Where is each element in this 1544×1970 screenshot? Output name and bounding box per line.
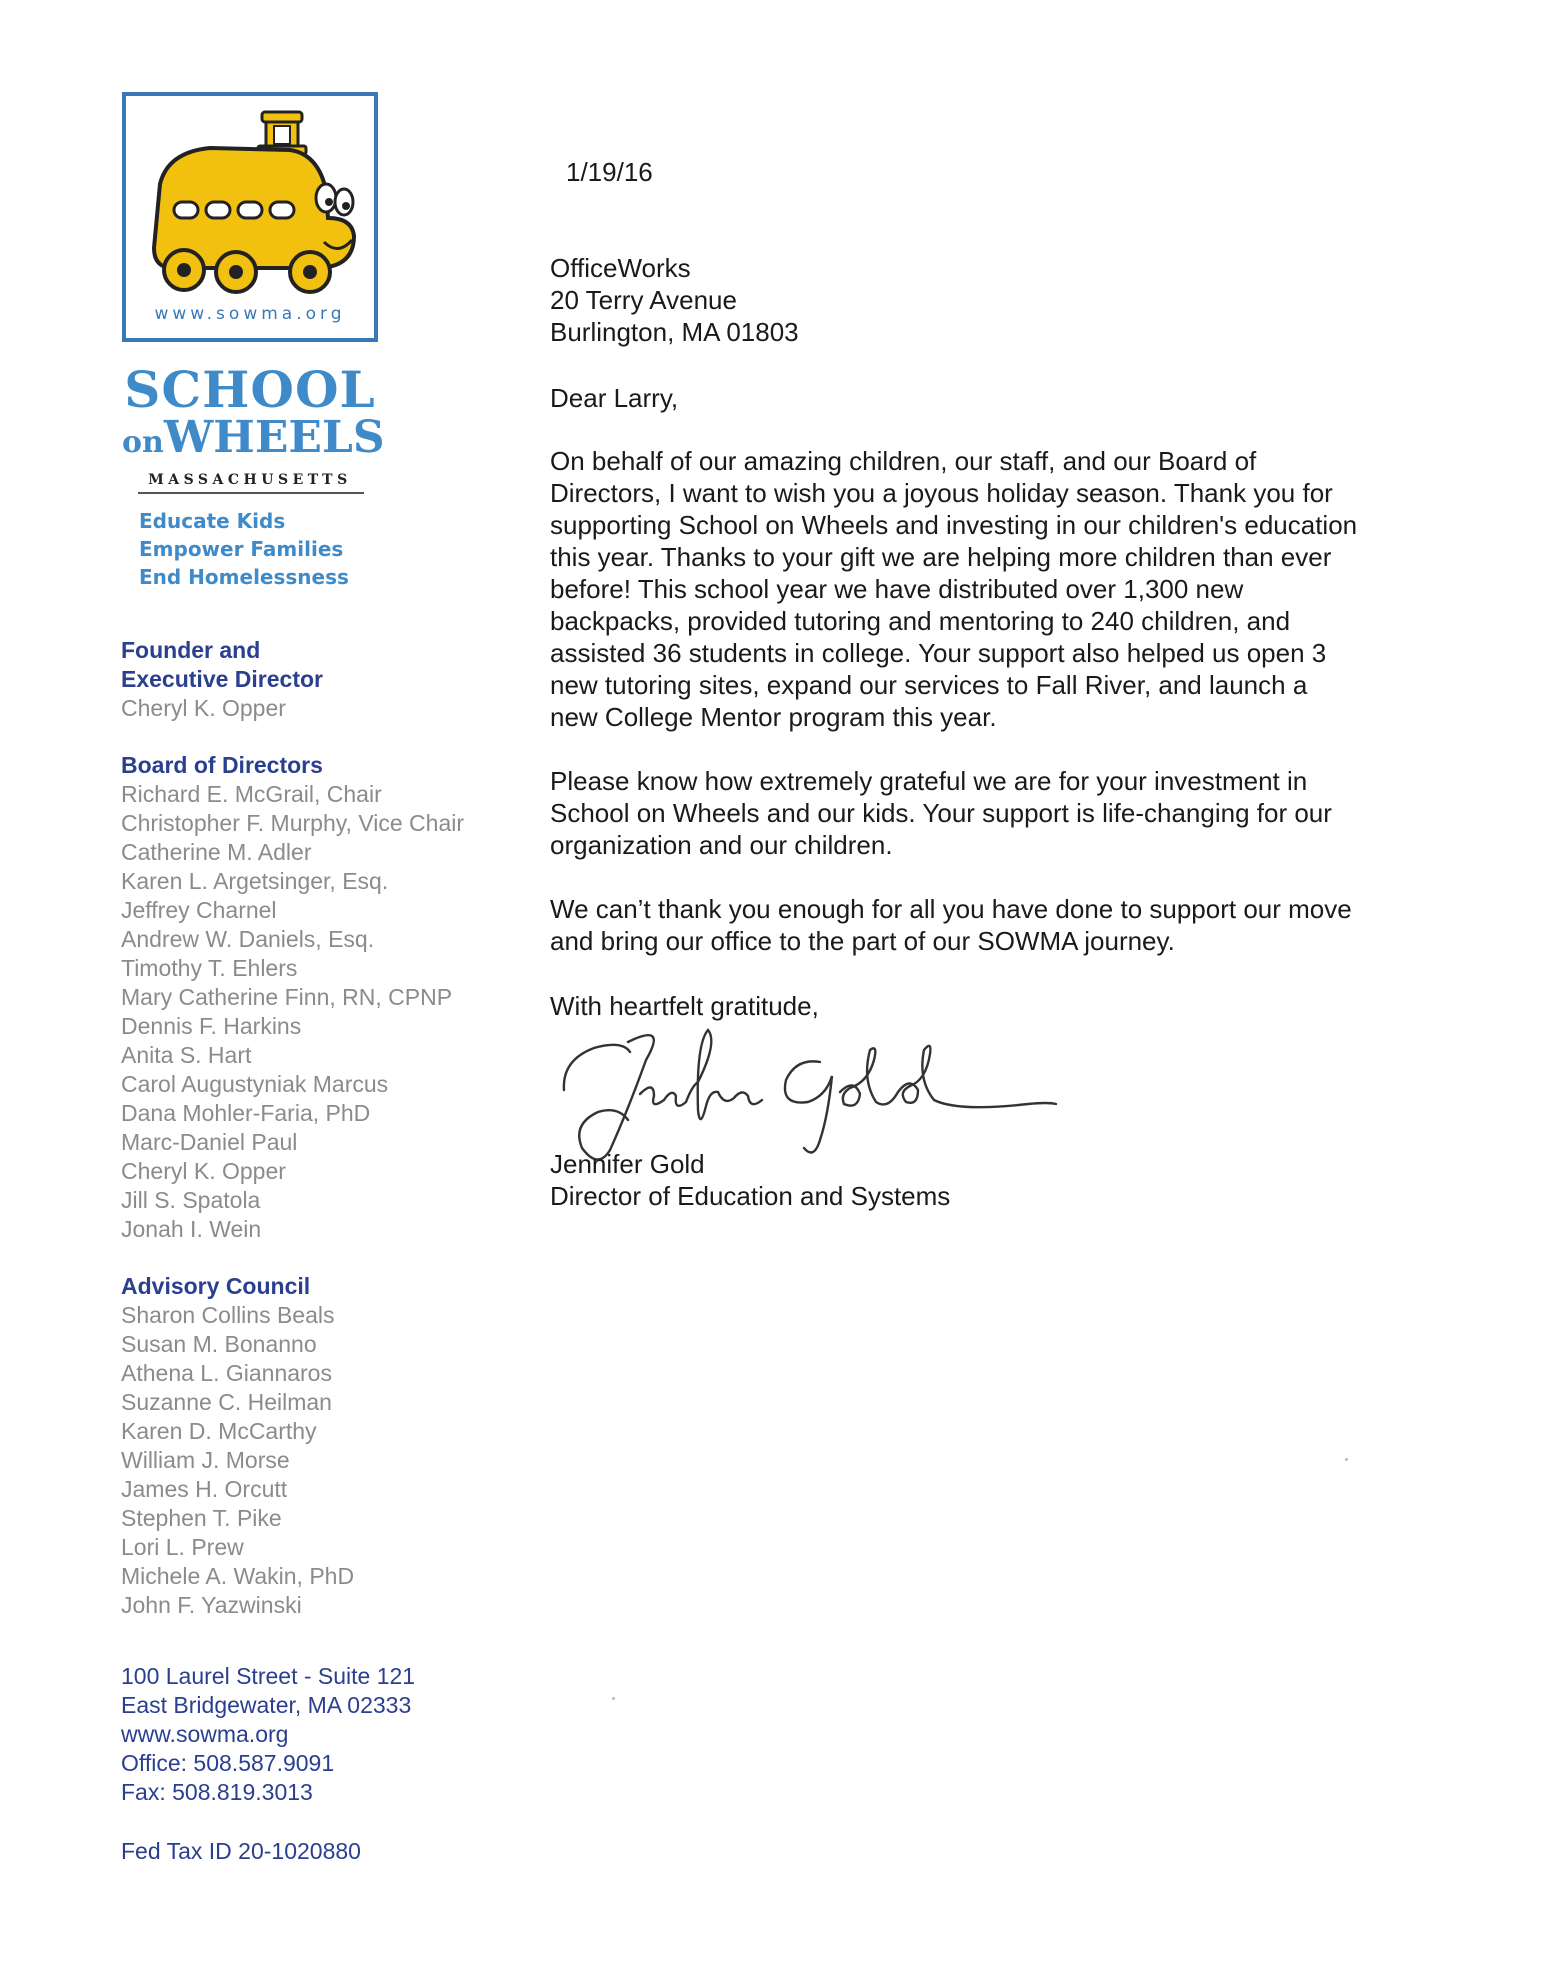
advisory-member: John F. Yazwinski xyxy=(121,1592,302,1618)
recipient-street: 20 Terry Avenue xyxy=(550,285,737,315)
brand-divider xyxy=(138,492,364,494)
contact-address-line2: East Bridgewater, MA 02333 xyxy=(121,1692,412,1718)
board-member: Dana Mohler-Faria, PhD xyxy=(121,1100,371,1126)
paragraph-2 xyxy=(550,765,1430,861)
paragraph-line: We can’t thank you enough for all you have done to support our move xyxy=(550,894,1352,924)
advisory-member: Stephen T. Pike xyxy=(121,1505,282,1531)
signer-title: Director of Education and Systems xyxy=(550,1181,951,1211)
closing: With heartfelt gratitude, xyxy=(550,991,819,1021)
paragraph-line: new tutoring sites, expand our services to Fall River, and launch a xyxy=(550,670,1308,700)
paragraph-line: supporting School on Wheels and investing in our children's education xyxy=(550,510,1358,540)
paragraph-1 xyxy=(550,445,1430,733)
board-member: Jeffrey Charnel xyxy=(121,897,277,923)
paragraph-line: new College Mentor program this year. xyxy=(550,702,997,732)
board-member: Karen L. Argetsinger, Esq. xyxy=(121,868,389,894)
tagline-line: Empower Families xyxy=(139,537,344,561)
board-member: Cheryl K. Opper xyxy=(121,1158,286,1184)
recipient-address xyxy=(550,252,799,348)
paragraph-line: On behalf of our amazing children, our staff, and our Board of xyxy=(550,446,1257,476)
contact-fax: Fax: 508.819.3013 xyxy=(121,1779,313,1805)
advisory-member: Karen D. McCarthy xyxy=(121,1418,317,1444)
paragraph-line: Directors, I want to wish you a joyous holiday season. Thank you for xyxy=(550,478,1333,508)
board-member: Anita S. Hart xyxy=(121,1042,252,1068)
advisory-member: Sharon Collins Beals xyxy=(121,1302,335,1328)
board-section xyxy=(121,751,521,1244)
founder-name: Cheryl K. Opper xyxy=(121,695,286,721)
board-member: Jill S. Spatola xyxy=(121,1187,261,1213)
advisory-member: Lori L. Prew xyxy=(121,1534,244,1560)
advisory-heading: Advisory Council xyxy=(121,1273,311,1299)
advisory-member: Athena L. Giannaros xyxy=(121,1360,332,1386)
tagline-line: End Homelessness xyxy=(139,565,349,589)
brand-on-wheels xyxy=(122,412,385,466)
founder-heading: Founder and xyxy=(121,637,261,663)
paragraph-line: organization and our children. xyxy=(550,830,893,860)
board-member: Marc-Daniel Paul xyxy=(121,1129,298,1155)
paragraph-line: assisted 36 students in college. Your support also helped us open 3 xyxy=(550,638,1327,668)
paragraph-line: School on Wheels and our kids. Your support is life-changing for our xyxy=(550,798,1332,828)
tax-id: Fed Tax ID 20-1020880 xyxy=(121,1838,361,1864)
advisory-member: Michele A. Wakin, PhD xyxy=(121,1563,355,1589)
board-member: Catherine M. Adler xyxy=(121,839,312,865)
scan-speck xyxy=(612,1697,615,1700)
signer-block xyxy=(550,1148,950,1212)
paragraph-3 xyxy=(550,893,1430,957)
school-bus-icon xyxy=(140,106,364,296)
paragraph-line: and bring our office to the part of our SOWMA journey. xyxy=(550,926,1175,956)
advisory-member: Suzanne C. Heilman xyxy=(121,1389,332,1415)
tagline-line: Educate Kids xyxy=(139,509,286,533)
recipient-city: Burlington, MA 01803 xyxy=(550,317,799,347)
board-member: Carol Augustyniak Marcus xyxy=(121,1071,389,1097)
recipient-name: OfficeWorks xyxy=(550,253,691,283)
tagline xyxy=(139,507,349,591)
founder-section xyxy=(121,636,521,723)
brand-wordmark xyxy=(122,360,385,488)
signer-name: Jennifer Gold xyxy=(550,1149,705,1179)
board-member: Jonah I. Wein xyxy=(121,1216,262,1242)
board-member: Mary Catherine Finn, RN, CPNP xyxy=(121,984,453,1010)
contact-block xyxy=(121,1662,521,1807)
brand-massachusetts: MASSACHUSETTS xyxy=(148,472,352,488)
paragraph-line: Please know how extremely grateful we are for your investment in xyxy=(550,766,1308,796)
board-member: Andrew W. Daniels, Esq. xyxy=(121,926,375,952)
board-member: Dennis F. Harkins xyxy=(121,1013,302,1039)
letter-date: 1/19/16 xyxy=(566,157,653,187)
brand-school: SCHOOL xyxy=(124,360,376,419)
board-heading: Board of Directors xyxy=(121,752,323,778)
paragraph-line: this year. Thanks to your gift we are helping more children than ever xyxy=(550,542,1332,572)
contact-address-line1: 100 Laurel Street - Suite 121 xyxy=(121,1663,416,1689)
board-member: Christopher F. Murphy, Vice Chair xyxy=(121,810,465,836)
salutation: Dear Larry, xyxy=(550,383,679,413)
logo xyxy=(122,92,378,342)
paragraph-line: backpacks, provided tutoring and mentoring to 240 children, and xyxy=(550,606,1291,636)
advisory-section xyxy=(121,1272,521,1620)
paragraph-line: before! This school year we have distributed over 1,300 new xyxy=(550,574,1244,604)
logo-url: www.sowma.org xyxy=(154,304,346,324)
board-member: Richard E. McGrail, Chair xyxy=(121,781,382,807)
contact-website: www.sowma.org xyxy=(121,1721,289,1747)
advisory-member: William J. Morse xyxy=(121,1447,290,1473)
scan-speck xyxy=(1345,1458,1348,1461)
brand-wheels: WHEELS xyxy=(163,412,385,463)
advisory-member: Susan M. Bonanno xyxy=(121,1331,317,1357)
brand-on: on xyxy=(122,425,164,460)
advisory-member: James H. Orcutt xyxy=(121,1476,288,1502)
board-member: Timothy T. Ehlers xyxy=(121,955,298,981)
contact-phone: Office: 508.587.9091 xyxy=(121,1750,335,1776)
founder-heading: Executive Director xyxy=(121,666,323,692)
